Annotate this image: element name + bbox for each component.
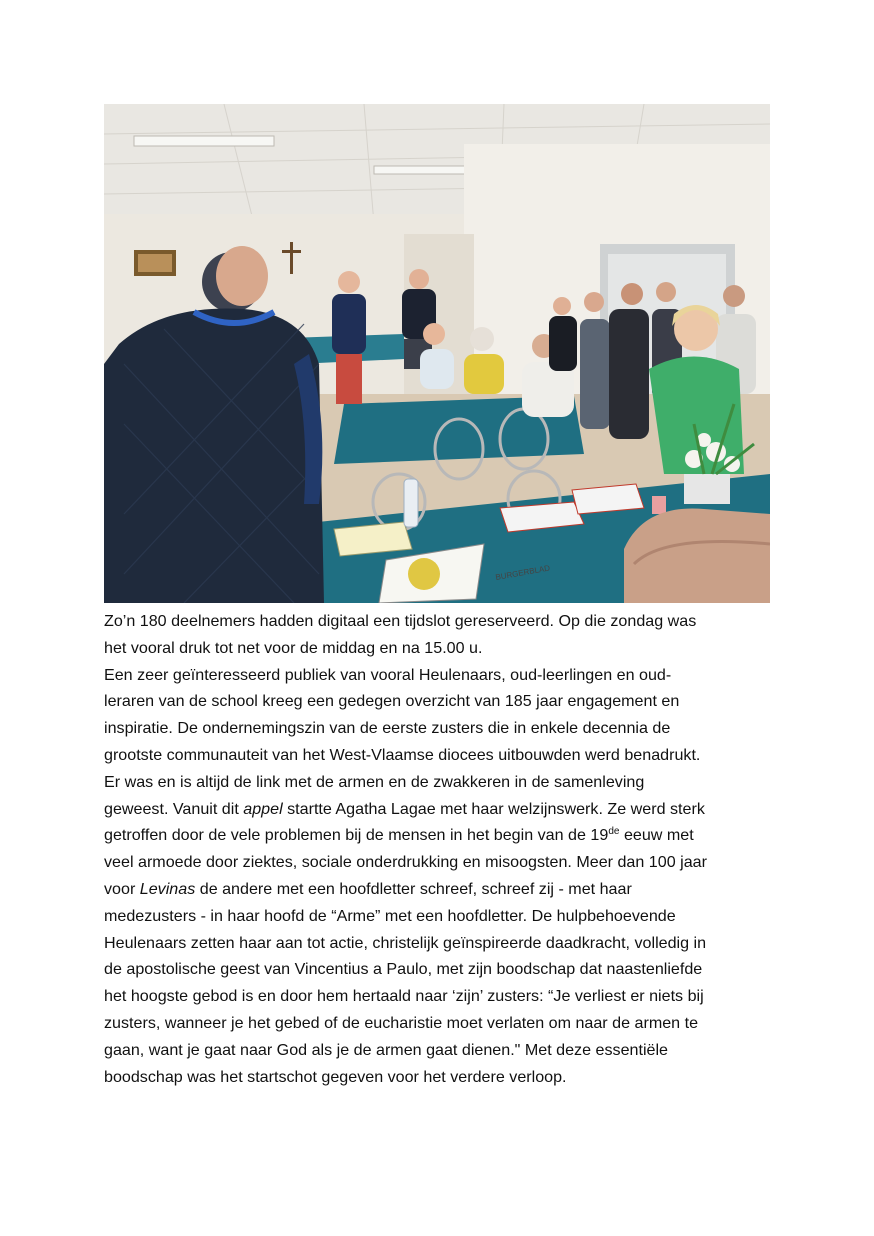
book-label: BURGERBLAD [494,563,551,582]
text-run: eeuw met [619,826,694,845]
text-line: grootste communauteit van het West-Vlaamse diocees uitbouwden werd benadrukt. [104,745,701,764]
text-line: boodschap was het startschot gegeven voor het verdere verloop. [104,1067,567,1086]
italic-term-appel: appel [243,799,283,818]
text-line: de apostolische geest van Vincentius a Paulo, met zijn boodschap dat naastenliefde [104,960,703,979]
italic-term-levinas: Levinas [139,879,196,898]
paragraph-1 [104,608,776,662]
text-run: getroffen door de vele problemen bij de mensen in het begin van de 19 [104,826,609,845]
text-line [104,796,776,823]
text-line: leraren van de school kreeg een gedegen overzicht van 185 jaar engagement en [104,692,680,711]
text-line: medezusters - in haar hoofd de “Arme” met een hoofdletter. De hulpbehoevende [104,906,676,925]
text-line: Zo’n 180 deelnemers hadden digitaal een tijdslot gereserveerd. Op die zondag was [104,612,697,630]
text-line: Een zeer geïnteresseerd publiek van vooral Heulenaars, oud-leerlingen en oud- [104,665,672,684]
text-run: de andere met een hoofdletter schreef, schreef zij - met haar [195,879,632,898]
text-run: geweest. Vanuit dit [104,799,244,818]
text-line: inspiratie. De ondernemingszin van de eerste zusters die in enkele decennia de [104,719,671,738]
article-body [104,608,776,1090]
text-line: het hoogste gebod is en door hem hertaald naar ‘zijn’ zusters: “Je verliest er niets bij [104,987,704,1006]
text-line [104,876,776,903]
superscript-de: de [608,826,620,838]
text-line: gaan, want je gaat naar God als je de armen gaat dienen." Met deze essentiële [104,1040,668,1059]
text-line [104,822,776,849]
text-run: voor [104,879,140,898]
paragraph-2 [104,662,776,1091]
text-line: Er was en is altijd de link met de armen en de zwakkeren in de samenleving [104,772,645,791]
text-line: het vooral druk tot net voor de middag en na 15.00 u. [104,638,483,657]
text-run: startte Agatha Lagae met haar welzijnswerk. Ze werd sterk [282,799,705,818]
event-photo [104,104,770,603]
text-line: zusters, wanneer je het gebed of de eucharistie moet verlaten om naar de armen te [104,1013,699,1032]
text-line: Heulenaars zetten haar aan tot actie, christelijk geïnspireerde daadkracht, volledig in [104,933,707,952]
text-line: veel armoede door ziektes, sociale onderdrukking en misoogsten. Meer dan 100 jaar [104,853,707,872]
